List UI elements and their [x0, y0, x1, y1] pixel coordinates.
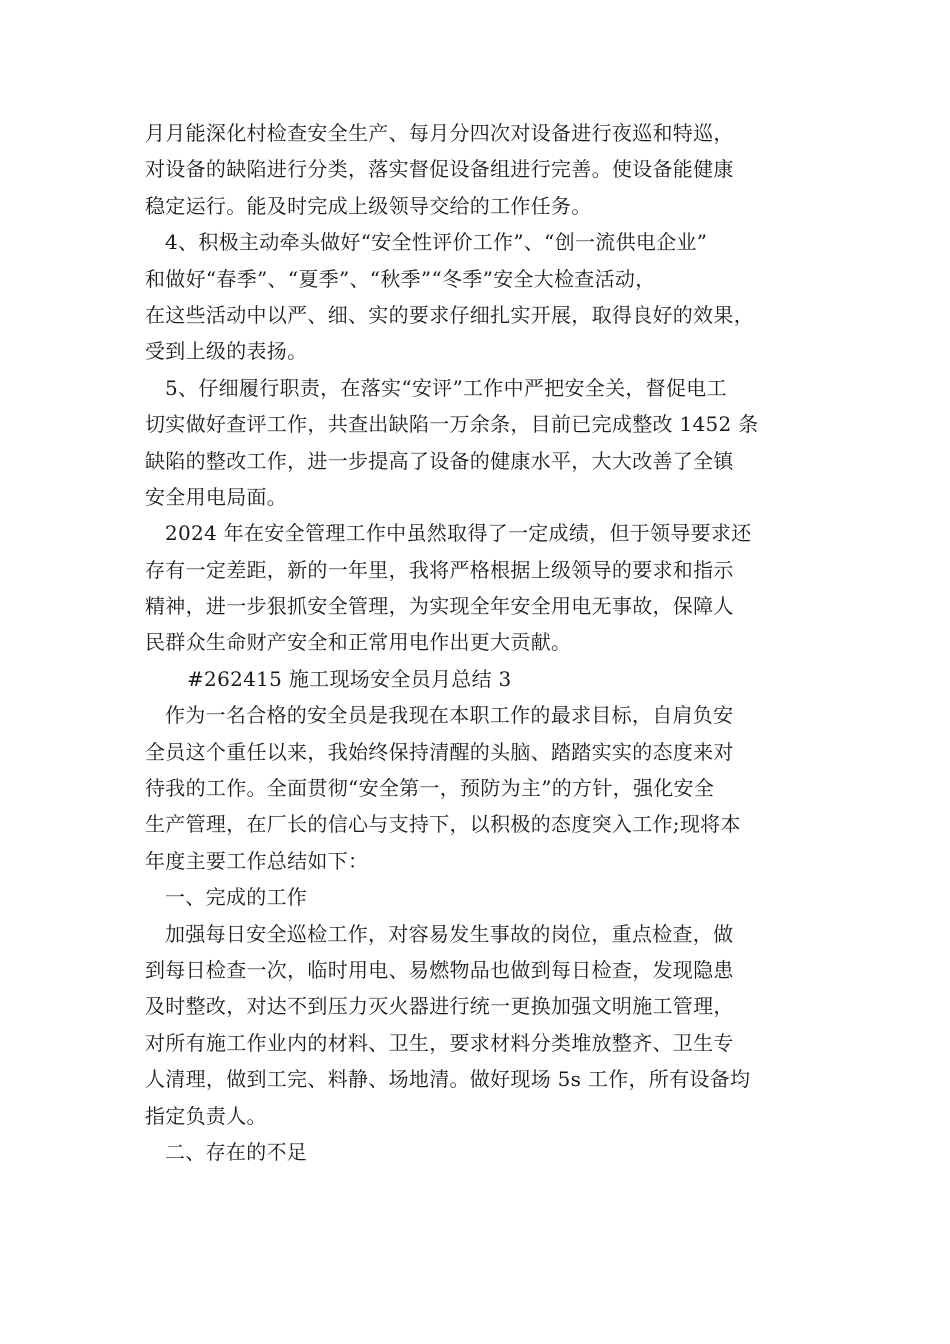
- text-line: 稳定运行。能及时完成上级领导交给的工作任务。: [145, 193, 592, 218]
- text-line: 人清理，做到工完、料静、场地清。做好现场 5s 工作，所有设备均: [145, 1067, 751, 1092]
- text-line: 待我的工作。全面贯彻“安全第一，预防为主”的方针，强化安全: [145, 776, 715, 801]
- text-line: 和做好“春季”、“夏季”、“秋季”“冬季”安全大检查活动，: [145, 266, 656, 291]
- text-line: 年度主要工作总结如下：: [145, 848, 369, 873]
- text-line: 全员这个重任以来，我始终保持清醒的头脑、踏踏实实的态度来对: [145, 739, 734, 764]
- text-line: 民群众生命财产安全和正常用电作出更大贡献。: [145, 630, 572, 655]
- text-line: 缺陷的整改工作，进一步提高了设备的健康水平，大大改善了全镇: [145, 448, 734, 473]
- text-line: 2024 年在安全管理工作中虽然取得了一定成绩，但于领导要求还: [165, 521, 752, 546]
- subsection-heading: 一、完成的工作: [165, 885, 308, 910]
- text-line: 月月能深化村检查安全生产、每月分四次对设备进行夜巡和特巡，: [145, 121, 734, 145]
- text-line: 在这些活动中以严、细、实的要求仔细扎实开展，取得良好的效果，: [145, 302, 754, 327]
- text-line: 到每日检查一次，临时用电、易燃物品也做到每日检查，发现隐患: [145, 957, 734, 982]
- text-line: 作为一名合格的安全员是我现在本职工作的最求目标，自肩负安: [165, 703, 734, 728]
- text-line: 切实做好查评工作，共查出缺陷一万余条，目前已完成整改 1452 条: [145, 412, 759, 437]
- subsection-heading: 二、存在的不足: [165, 1139, 308, 1164]
- text-line: 5、仔细履行职责，在落实“安评”工作中严把安全关，督促电工: [165, 375, 727, 400]
- text-line: 对设备的缺陷进行分类，落实督促设备组进行完善。使设备能健康: [145, 157, 734, 182]
- document-body: [145, 115, 815, 1170]
- text-line: 及时整改，对达不到压力灭火器进行统一更换加强文明施工管理，: [145, 994, 734, 1019]
- text-line: 指定负责人。: [145, 1103, 267, 1128]
- text-line: 对所有施工作业内的材料、卫生，要求材料分类堆放整齐、卫生专: [145, 1030, 734, 1055]
- section-heading: #262415 施工现场安全员月总结 3: [187, 666, 512, 691]
- text-line: 加强每日安全巡检工作，对容易发生事故的岗位，重点检查，做: [165, 921, 734, 946]
- text-line: 受到上级的表扬。: [145, 339, 308, 364]
- text-line: 存有一定差距，新的一年里，我将严格根据上级领导的要求和指示: [145, 557, 734, 582]
- text-line: 4、积极主动牵头做好“安全性评价工作”、“创一流供电企业”: [165, 230, 708, 255]
- text-line: 生产管理，在厂长的信心与支持下，以积极的态度突入工作;现将本: [145, 812, 741, 837]
- text-line: 精神，进一步狠抓安全管理，为实现全年安全用电无事故，保障人: [145, 594, 734, 619]
- text-line: 安全用电局面。: [145, 484, 288, 509]
